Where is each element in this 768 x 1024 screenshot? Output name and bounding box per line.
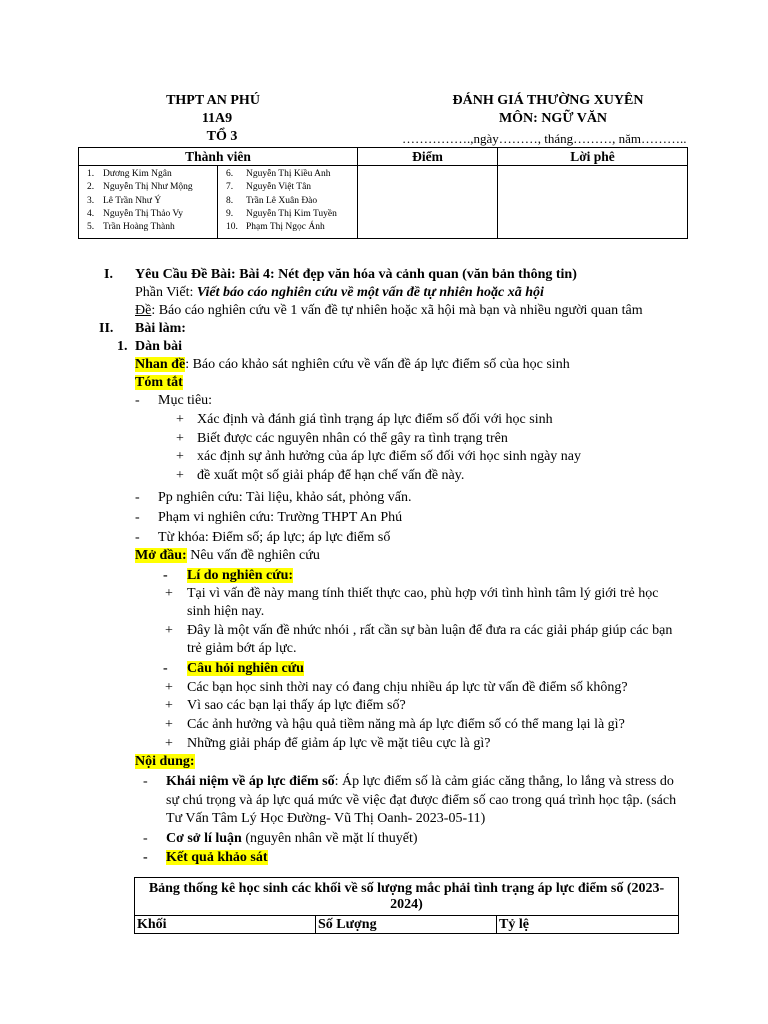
theory-line: Cơ sở lí luận (nguyên nhân về mặt lí thuyết) — [166, 831, 418, 846]
member-item: 4. Nguyễn Thị Thảo Vy — [87, 208, 183, 219]
definition-line: Khái niệm về áp lực điểm số: Áp lực điểm số là cảm giác căng thẳng, lo lắng và stress do — [166, 774, 674, 789]
dash-marker: - — [135, 393, 140, 408]
section-2-number: II. — [99, 321, 114, 336]
member-item: 8. Trần Lê Xuân Đào — [226, 195, 318, 206]
introduction-line: Mở đầu: Nêu vấn đề nghiên cứu — [135, 548, 320, 563]
summary-heading: Tóm tắt — [135, 375, 183, 390]
question-item: Các bạn học sinh thời nay có đang chịu nhiều áp lực từ vấn đề điểm số không? — [187, 680, 628, 695]
count-column-header: Số Lượng — [316, 916, 497, 934]
dash-marker: - — [143, 831, 148, 846]
writing-part: Phần Viết: Viết báo cáo nghiên cứu về một vấn đề tự nhiên hoặc xã hội — [135, 285, 544, 300]
dash-marker: - — [143, 850, 148, 865]
objectives-label: Mục tiêu: — [158, 393, 213, 408]
reason-item-line: Tại vì vấn đề này mang tính thiết thực cao, phù hợp với tình hình tâm lý giới trẻ học — [187, 586, 659, 601]
assignment-prompt: Đề: Báo cáo nghiên cứu về 1 vấn đề tự nhiên hoặc xã hội mà bạn và nhiều người quan tâm — [135, 303, 643, 318]
section-1-title: Yêu Cầu Đề Bài: Bài 4: Nét đẹp văn hóa và cảnh quan (văn bản thông tin) — [135, 267, 577, 282]
member-item: 5. Trần Hoàng Thành — [87, 222, 175, 233]
members-list-right — [218, 168, 357, 234]
member-item: 6. Nguyễn Thị Kiều Anh — [226, 169, 331, 179]
objective-item: đề xuất một số giải pháp để hạn chế vấn đề này. — [197, 468, 465, 483]
dash-marker: - — [163, 661, 168, 676]
question-item: Vì sao các bạn lại thấy áp lực điểm số? — [187, 698, 406, 713]
objective-item: Xác định và đánh giá tình trạng áp lực điểm số đối với học sinh — [197, 412, 553, 427]
members-header: Thành viên — [79, 148, 358, 166]
members-left-cell — [79, 166, 218, 239]
reason-item-line: trẻ giảm bớt áp lực. — [187, 641, 297, 656]
plus-marker: + — [176, 468, 184, 483]
plus-marker: + — [165, 623, 173, 638]
keywords-line: Từ khóa: Điểm số; áp lực; áp lực điểm số — [158, 530, 391, 545]
dash-marker: - — [135, 510, 140, 525]
member-item: 2. Nguyễn Thị Như Mộng — [87, 182, 193, 193]
reason-item-line: Đây là một vấn đề nhức nhói , rất cần sự bàn luận để đưa ra các giải pháp giúp các bạn — [187, 623, 673, 638]
statistics-table-title: Bảng thống kê học sinh các khối về số lượng mắc phải tình trạng áp lực điểm số (2023- 2024) — [135, 878, 679, 916]
class-name: 11A9 — [201, 111, 233, 126]
subject-title: MÔN: NGỮ VĂN — [498, 111, 608, 126]
statistics-table — [134, 877, 679, 934]
outline-title: Dàn bài — [135, 339, 183, 354]
school-name: THPT AN PHÚ — [166, 93, 260, 108]
comment-cell — [498, 166, 688, 239]
report-title-line: Nhan đề: Báo cáo khảo sát nghiên cứu về vấn đề áp lực điểm số của học sinh — [135, 357, 570, 372]
date-line: …………….,ngày………, tháng………, năm……….. — [402, 131, 687, 146]
survey-results-heading: Kết quả khảo sát — [166, 850, 268, 865]
section-2-title: Bài làm: — [135, 321, 186, 336]
member-item: 1. Dương Kim Ngân — [87, 169, 172, 179]
methods-line: Pp nghiên cứu: Tài liệu, khảo sát, phỏng vấn. — [158, 490, 412, 505]
question-item: Các ảnh hưởng và hậu quả tiềm năng mà áp lực điểm số có thể mang lại là gì? — [187, 717, 625, 732]
member-item: 7. Nguyễn Việt Tân — [226, 182, 312, 193]
dash-marker: - — [143, 774, 148, 789]
members-right-cell — [218, 166, 358, 239]
plus-marker: + — [176, 449, 184, 464]
group-name: TỔ 3 — [206, 129, 238, 144]
ratio-column-header: Tỷ lệ — [497, 916, 679, 934]
score-cell — [358, 166, 498, 239]
objective-item: Biết được các nguyên nhân có thể gây ra tình trạng trên — [197, 431, 508, 446]
reason-heading: Lí do nghiên cứu: — [187, 568, 294, 583]
plus-marker: + — [165, 717, 173, 732]
plus-marker: + — [176, 431, 184, 446]
member-item: 9. Nguyễn Thị Kim Tuyền — [226, 208, 337, 219]
member-item: 3. Lê Trần Như Ý — [87, 195, 162, 206]
member-item: 10. Phạm Thị Ngọc Ánh — [226, 222, 325, 233]
plus-marker: + — [165, 736, 173, 751]
members-table — [78, 147, 688, 239]
plus-marker: + — [165, 586, 173, 601]
plus-marker: + — [176, 412, 184, 427]
grade-column-header: Khối — [135, 916, 316, 934]
dash-marker: - — [135, 490, 140, 505]
comment-header: Lời phê — [498, 148, 688, 166]
dash-marker: - — [135, 530, 140, 545]
question-item: Những giải pháp để giảm áp lực về mặt tiêu cực là gì? — [187, 736, 491, 751]
assessment-title: ĐÁNH GIÁ THƯỜNG XUYÊN — [452, 93, 644, 108]
plus-marker: + — [165, 680, 173, 695]
scope-line: Phạm vi nghiên cứu: Trường THPT An Phú — [158, 510, 403, 525]
members-list-left — [79, 168, 217, 234]
plus-marker: + — [165, 698, 173, 713]
content-heading: Nội dung: — [135, 754, 195, 769]
definition-line: Tư Vấn Tâm Lý Học Đường- Vũ Thị Oanh- 2023-05-11) — [166, 811, 486, 826]
reason-item-line: sinh hiện nay. — [187, 604, 265, 619]
score-header: Điểm — [358, 148, 498, 166]
objective-item: xác định sự ảnh hưởng của áp lực điểm số đối với học sinh ngày nay — [197, 449, 581, 464]
definition-line: sự chú trọng và áp lực quá mức về việc đạt được điểm số cao trong quá trình học tập. (sách — [166, 793, 677, 808]
questions-heading: Câu hỏi nghiên cứu — [187, 661, 304, 676]
subsection-number: 1. — [117, 339, 128, 354]
dash-marker: - — [163, 568, 168, 583]
section-1-number: I. — [104, 267, 113, 282]
